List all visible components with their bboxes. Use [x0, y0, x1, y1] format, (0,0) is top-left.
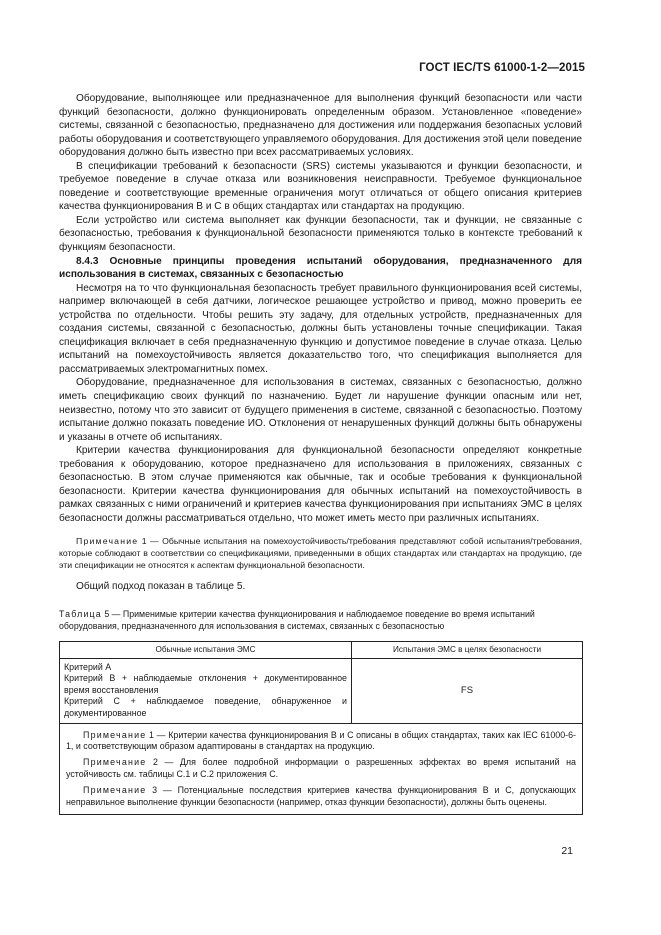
table-note-2 — [66, 757, 576, 781]
paragraph-3: Если устройство или система выполняет как функции безопасности, так и функции, не связанные с безопасностью, требования к функциональной безопасности применяются только в контексте требований к функциям безопасности. — [59, 214, 582, 254]
page-number: 21 — [561, 845, 573, 857]
general-approach: Общий подход показан в таблице 5. — [76, 581, 246, 593]
criteria-table — [59, 641, 583, 816]
note-1 — [59, 535, 582, 572]
paragraph-6: Критерии качества функционирования для функциональной безопасности определяют конкретные требования к оборудованию, которое предназначено для использования в приложениях, связанных с безопасностью. В этом случае применяются как обычные, так и особые требования к функциональной безопасности. Критерии качества функционирования для обычных испытаний на помехоустойчивость в рамках связанных с ними ограничений и критериев качества функционирования при испытаниях ЭМС в целях безопасности должны рассматриваться отдельно, что может иметь место при различных испытаниях. — [59, 445, 582, 524]
criteria-cell — [60, 658, 352, 723]
note-1-label: Примечание — [76, 535, 139, 546]
criterion-a: Критерий А — [64, 661, 112, 672]
col-header-safety-emc: Испытания ЭМС в целях безопасности — [352, 641, 583, 658]
fs-cell: FS — [352, 658, 583, 723]
document-header: ГОСТ IEC/TS 61000-1-2—2015 — [419, 62, 585, 74]
table-note-1 — [66, 730, 576, 754]
table-note-2-label: Примечание — [83, 757, 147, 768]
paragraph-5: Оборудование, предназначенное для использования в системах, связанных с безопасностью, должно иметь спецификацию своих функций по назначению. Будет ли нарушение функции опасным или нет, неизвестно, потому что это зависит от будущего применения в системе, связанной с безопасностью. Поэтому испытание должно показать поведение ИО. Отклонения от ненарушенных функций должны быть обнаружены и указаны в отчете об испытаниях. — [59, 377, 582, 443]
table-note-1-text: 1 — Критерии качества функционирования В и С описаны в общих стандартах, таких как IEC 61000-6-1, и соответствующим образом адаптированы в стандартах на продукцию. — [66, 729, 576, 752]
table-note-3 — [66, 785, 576, 809]
col-header-ordinary-emc: Обычные испытания ЭМС — [60, 641, 352, 658]
section-heading: 8.4.3 Основные принципы проведения испытаний оборудования, предназначенного для использования в системах, связанных с безопасностью — [59, 255, 582, 281]
table-note-3-text: 3 — Потенциальные последствия критериев качества функционирования В и С, допускающих неправильное выполнение функции безопасности (например, отказ функции безопасности), должны быть оценены. — [66, 784, 576, 807]
criterion-b: Критерий В + наблюдаемые отклонения + документированное время восстановления — [64, 673, 347, 695]
table-note-3-label: Примечание — [83, 784, 147, 795]
table-header-row — [60, 641, 583, 658]
table-notes-row — [60, 723, 583, 815]
table-caption-label: Таблица — [59, 608, 102, 619]
note-1-text: 1 — Обычные испытания на помехоустойчивость/требования представляют собой испытания/требования, которые соблюдают в соответствии со спецификациями, приведенными в общих стандартах или стандартах на продукцию, где эти спецификации не относятся к аспектам функциональной безопасности. — [59, 535, 582, 570]
document-body — [59, 92, 582, 815]
table-note-1-label: Примечание — [83, 729, 147, 740]
table-caption-text: 5 — Применимые критерии качества функционирования и наблюдаемое поведение во время испытаний оборудования, предназначенного для использования в системах, связанных с безопасностью — [59, 608, 535, 631]
paragraph-2: В спецификации требований к безопасности (SRS) системы указываются и функции безопасности, и требуемое поведение в случае отказа или возникновения неисправности. Требуемое функциональное поведение и соответствующие временные ограничения могут отличаться от общего описания критериев качества функционирования В и С в общих стандартах или стандартах на продукцию. — [59, 160, 582, 213]
table-note-2-text: 2 — Для более подробной информации о разрешенных эффектах во время испытаний на устойчивость см. таблицы С.1 и С.2 приложения С. — [66, 757, 576, 780]
table-caption — [59, 608, 582, 632]
paragraph-1: Оборудование, выполняющее или предназначенное для выполнения функций безопасности или части функций безопасности, должно функционировать определенным образом. Установленное «поведение» системы, связанной с безопасностью, предназначено для достижения или поддержания безопасных условий работы оборудования и соответствующего управляемого оборудования. Для достижения этой цели поведение оборудования должно быть известно при всех рассматриваемых условиях. — [59, 93, 582, 159]
table-notes-cell — [60, 723, 583, 815]
criterion-c: Критерий С + наблюдаемое поведение, обнаруженное и документированное — [64, 696, 347, 719]
table-row — [60, 658, 583, 723]
paragraph-4: Несмотря на то что функциональная безопасность требует правильного функционирования всей системы, например включающей в себя датчики, логическое решающее устройство и привод, можно проверить ее устройства по отдельности. Чтобы решить эту задачу, для отдельных устройств, предназначенных для создания системы, связанной с безопасностью, должны быть установлены точные спецификации. Такая спецификация включает в себя предназначенную функцию и допустимое поведение в случае отказа. Целью испытаний на помехоустойчивость является доказательство того, что спецификация выполняется для рассматриваемых электромагнитных помех. — [59, 282, 582, 375]
